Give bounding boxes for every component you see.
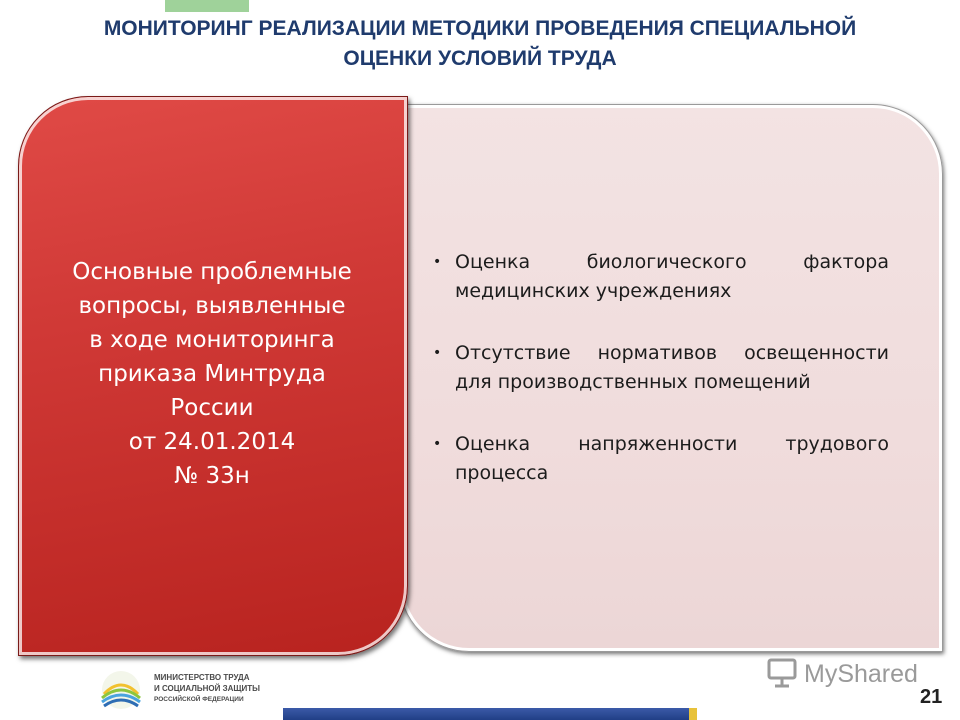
slide-title-line-2: ОЦЕНКИ УСЛОВИЙ ТРУДА [343,47,617,70]
heading-line: от 24.01.2014 [128,429,296,455]
presentation-icon [766,658,798,688]
list-item-text: Оценка биологического фактора медицинских учреждениях [455,251,889,302]
heading-panel-text [30,255,394,493]
heading-line: приказа Минтруда [98,361,326,387]
slide-title [40,14,920,74]
watermark-text: MyShared [804,660,918,688]
bullet-icon: • [433,436,442,452]
heading-line: № 33н [174,463,250,489]
bullet-icon: • [433,345,442,361]
ministry-name [154,672,260,705]
footer-bar-accent [689,708,697,720]
ministry-name-line: И СОЦИАЛЬНОЙ ЗАЩИТЫ [154,684,260,693]
list-item-text: Оценка напряженности трудового процесса [455,433,889,484]
heading-line: Основные проблемные [72,259,352,285]
bullet-icon: • [433,254,442,270]
top-accent-bar [165,0,249,12]
ministry-name-line: МИНИСТЕРСТВО ТРУДА [154,673,250,682]
list-item [433,430,889,488]
watermark [766,654,926,694]
page-number: 21 [920,686,943,708]
heading-line: России [170,395,254,421]
heading-line: вопросы, выявленные [78,293,346,319]
list-item [433,248,889,306]
slide-title-line-1: МОНИТОРИНГ РЕАЛИЗАЦИИ МЕТОДИКИ ПРОВЕДЕНИЯ СПЕЦИАЛЬНОЙ [103,17,857,40]
issues-list [433,248,889,488]
ministry-logo-icon [98,668,144,712]
footer-bar [283,708,693,720]
list-item [433,339,889,397]
heading-line: в ходе мониторинга [89,327,335,353]
ministry-name-line: РОССИЙСКОЙ ФЕДЕРАЦИИ [154,696,244,703]
list-item-text: Отсутствие нормативов освещенности для производственных помещений [455,342,889,393]
